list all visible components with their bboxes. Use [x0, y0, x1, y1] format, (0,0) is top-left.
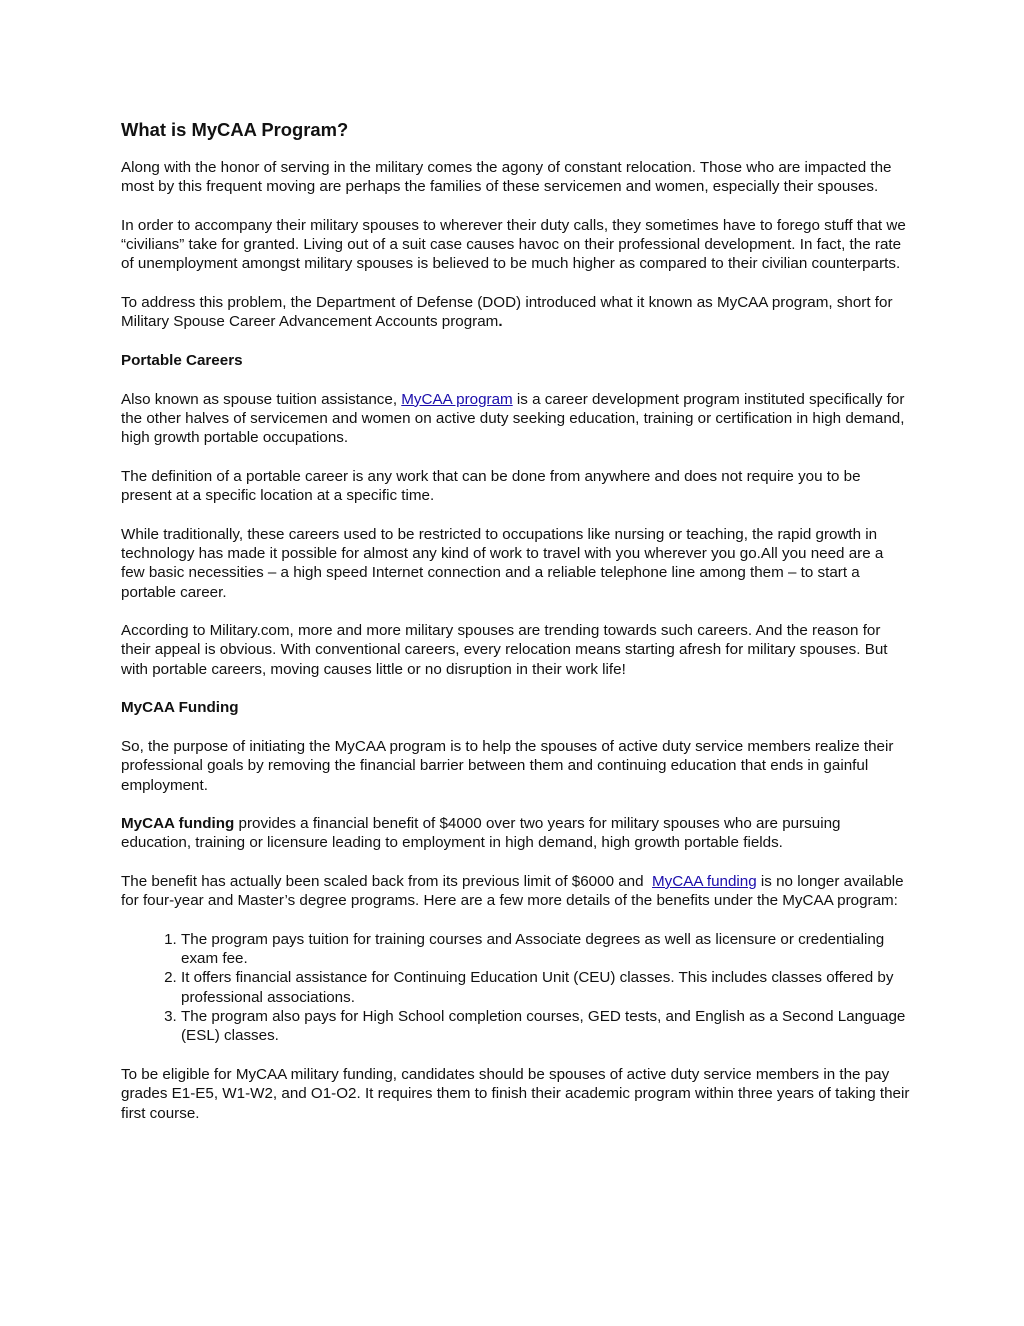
list-item: 3. The program also pays for High School completion courses, GED tests, and English as a Second Language (ESL) classes. — [181, 1007, 911, 1046]
portable-paragraph-1-rest: is a career development program instituted specifically for the other halves of servicemen and women on active duty seeking education, training or certification in high demand, high growth portable occupations. — [121, 390, 905, 447]
intro-paragraph-3 — [121, 293, 911, 332]
funding-paragraph-1: So, the purpose of initiating the MyCAA program is to help the spouses of active duty service members realize their professional goals by removing the financial barrier between them and continuing education that ends in gainful employment. — [121, 737, 894, 794]
mycaa-funding-link[interactable]: MyCAA funding — [652, 872, 757, 890]
portable-paragraph-1-lead: Also known as spouse tuition assistance, — [121, 390, 402, 408]
funding-paragraph-2-bold: MyCAA funding — [121, 815, 235, 833]
funding-paragraph-4: To be eligible for MyCAA military funding, candidates should be spouses of active duty service members in the pay grades E1-E5, W1-W2, and O1-O2. It requires them to finish their academic program within three years of taking their first course. — [121, 1065, 910, 1122]
intro-paragraph-1: Along with the honor of serving in the military comes the agony of constant relocation. Those who are impacted the most by this frequent moving are perhaps the families of these servicemen and women, especially their spouses. — [121, 159, 892, 196]
funding-paragraph-3-lead: The benefit has actually been scaled back from its previous limit of $6000 and — [121, 872, 653, 890]
portable-paragraph-3: While traditionally, these careers used to be restricted to occupations like nursing or teaching, the rapid growth in technology has made it possible for almost any kind of work to travel with you wherever you go.All you need are a few basic necessities – a high speed Internet connection and a reliable telephone line among them – to start a portable career. — [121, 525, 884, 601]
section-heading-portable-careers: Portable Careers — [121, 351, 243, 369]
funding-paragraph-2 — [121, 814, 911, 853]
list-item: 2. It offers financial assistance for Continuing Education Unit (CEU) classes. This includes classes offered by professional associations. — [181, 968, 911, 1007]
funding-paragraph-2-rest: provides a financial benefit of $4000 over two years for military spouses who are pursuing education, training or licensure leading to employment in high demand, high growth portable fields. — [121, 815, 841, 852]
portable-paragraph-4: According to Military.com, more and more military spouses are trending towards such careers. And the reason for their appeal is obvious. With conventional careers, every relocation means starting afresh for military spouses. But with portable careers, moving causes little or no disruption in their work life! — [121, 622, 888, 678]
benefits-list — [121, 930, 911, 1046]
intro-paragraph-3-period: . — [498, 313, 503, 331]
intro-paragraph-2: In order to accompany their military spouses to wherever their duty calls, they sometimes have to forego stuff that we “civilians” take for granted. Living out of a suit case causes havoc on their professional development. In fact, the rate of unemployment amongst military spouses is believed to be much higher as compared to their civilian counterparts. — [121, 216, 906, 273]
mycaa-program-link[interactable]: MyCAA program — [401, 390, 513, 408]
section-heading-mycaa-funding: MyCAA Funding — [121, 699, 239, 717]
intro-paragraph-3-text: To address this problem, the Department of Defense (DOD) introduced what it known as MyCAA program, short for Military Spouse Career Advancement Accounts program — [121, 294, 893, 331]
funding-paragraph-3 — [121, 872, 911, 911]
page-title: What is MyCAA Program? — [121, 119, 349, 140]
portable-paragraph-1 — [121, 390, 911, 448]
list-item: 1. The program pays tuition for training courses and Associate degrees as well as licensure or credentialing exam fee. — [181, 930, 911, 969]
funding-paragraph-3-rest: is no longer available for four-year and Master’s degree programs. Here are a few more details of the benefits under the MyCAA program: — [121, 872, 904, 910]
portable-paragraph-2: The definition of a portable career is any work that can be done from anywhere and does not require you to be present at a specific location at a specific time. — [121, 467, 861, 505]
document-page — [121, 118, 911, 1142]
